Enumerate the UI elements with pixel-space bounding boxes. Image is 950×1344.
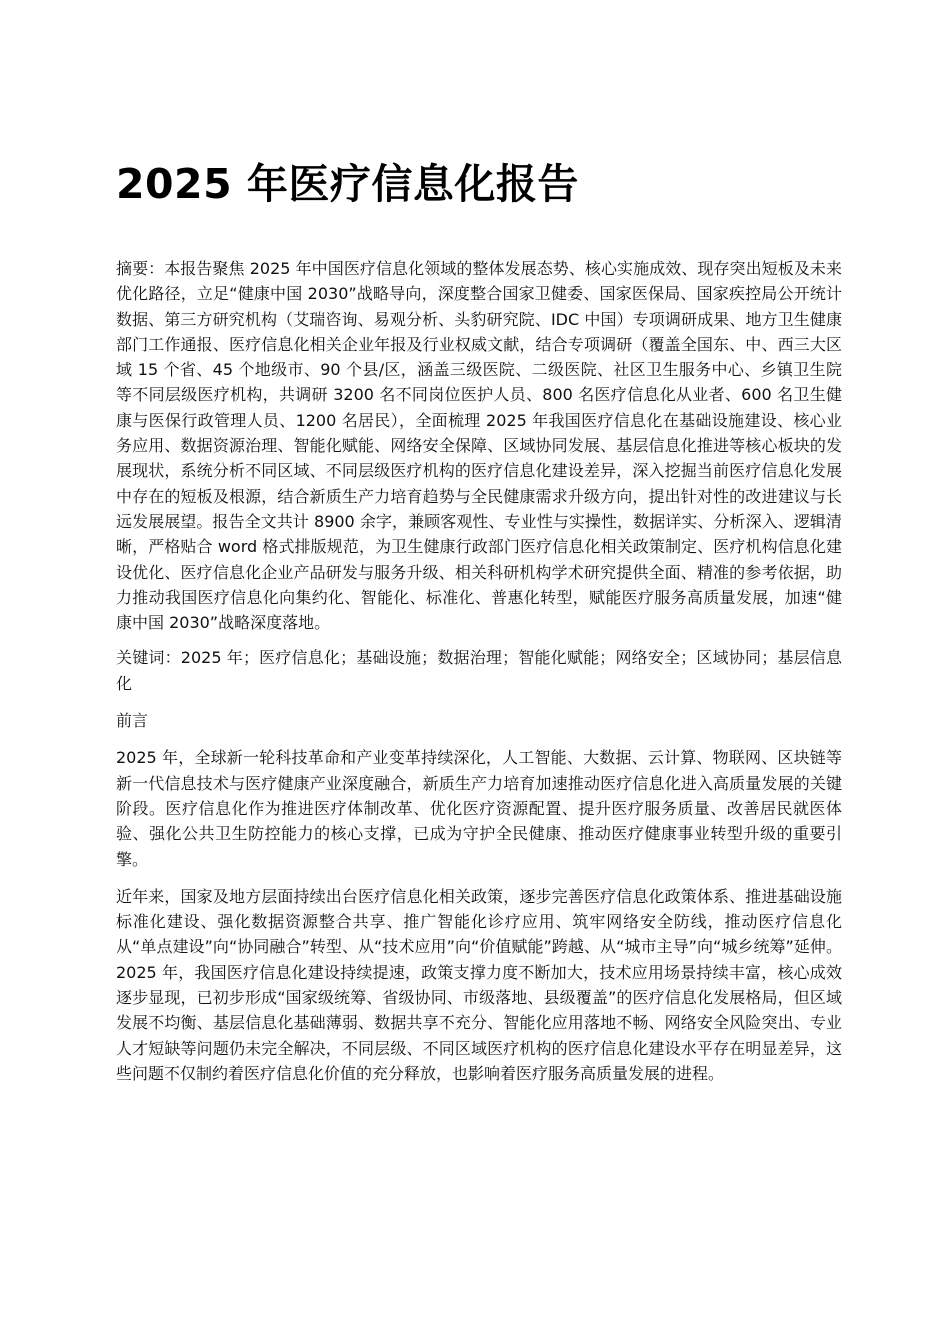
document-page — [116, 158, 842, 1086]
preface-heading: 前言 — [116, 711, 149, 731]
body-paragraph: 近年来，国家及地方层面持续出台医疗信息化相关政策，逐步完善医疗信息化政策体系、推进基础设施标准化建设、强化数据资源整合共享、推广智能化诊疗应用、筑牢网络安全防线，推动医疗信息化从“单点建设”向“协同融合”转型、从“技术应用”向“价值赋能”跨越、从“城市主导”向“城乡统筹”延伸。2025 年，我国医疗信息化建设持续提速，政策支撑力度不断加大，技术应用场景持续丰富，核心成效逐步显现，已初步形成“国家级统筹、省级协同、市级落地、县级覆盖”的医疗信息化发展格局，但区域发展不均衡、基层信息化基础薄弱、数据共享不充分、智能化应用落地不畅、网络安全风险突出、专业人才短缺等问题仍未完全解决，不同层级、不同区域医疗机构的医疗信息化建设水平存在明显差异，这些问题不仅制约着医疗信息化价值的充分释放，也影响着医疗服务高质量发展的进程。 — [116, 886, 842, 1083]
keywords-paragraph: 关键词：2025 年；医疗信息化；基础设施；数据治理；智能化赋能；网络安全；区域协同；基层信息化 — [116, 648, 842, 693]
document-title: 2025 年医疗信息化报告 — [116, 160, 579, 208]
abstract-paragraph: 摘要：本报告聚焦 2025 年中国医疗信息化领域的整体发展态势、核心实施成效、现存突出短板及未来优化路径，立足“健康中国 2030”战略导向，深度整合国家卫健委、国家医保局、国家疾控局公开统计数据、第三方研究机构（艾瑞咨询、易观分析、头豹研究院、IDC 中国）专项调研成果、地方卫生健康部门工作通报、医疗信息化相关企业年报及行业权威文献，结合专项调研（覆盖全国东、中、西三大区域 15 个省、45 个地级市、90 个县/区，涵盖三级医院、二级医院、社区卫生服务中心、乡镇卫生院等不同层级医疗机构，共调研 3200 名不同岗位医护人员、800 名医疗信息化从业者、600 名卫生健康与医保行政管理人员、1200 名居民），全面梳理 2025 年我国医疗信息化在基础设施建设、核心业务应用、数据资源治理、智能化赋能、网络安全保障、区域协同发展、基层信息化推进等核心板块的发展现状，系统分析不同区域、不同层级医疗机构的医疗信息化建设差异，深入挖掘当前医疗信息化发展中存在的短板及根源，结合新质生产力培育趋势与全民健康需求升级方向，提出针对性的改进建议与长远发展展望。报告全文共计 8900 余字，兼顾客观性、专业性与实操性，数据详实、分析深入、逻辑清晰，严格贴合 word 格式排版规范，为卫生健康行政部门医疗信息化相关政策制定、医疗机构信息化建设优化、医疗信息化企业产品研发与服务升级、相关科研机构学术研究提供全面、精准的参考依据，助力推动我国医疗信息化向集约化、智能化、标准化、普惠化转型，赋能医疗服务高质量发展，加速“健康中国 2030”战略深度落地。 — [116, 259, 842, 633]
body-paragraph: 2025 年，全球新一轮科技革命和产业变革持续深化，人工智能、大数据、云计算、物联网、区块链等新一代信息技术与医疗健康产业深度融合，新质生产力培育加速推动医疗信息化进入高质量发展的关键阶段。医疗信息化作为推进医疗体制改革、优化医疗资源配置、提升医疗服务质量、改善居民就医体验、强化公共卫生防控能力的核心支撑，已成为守护全民健康、推动医疗健康事业转型升级的重要引擎。 — [116, 748, 842, 869]
